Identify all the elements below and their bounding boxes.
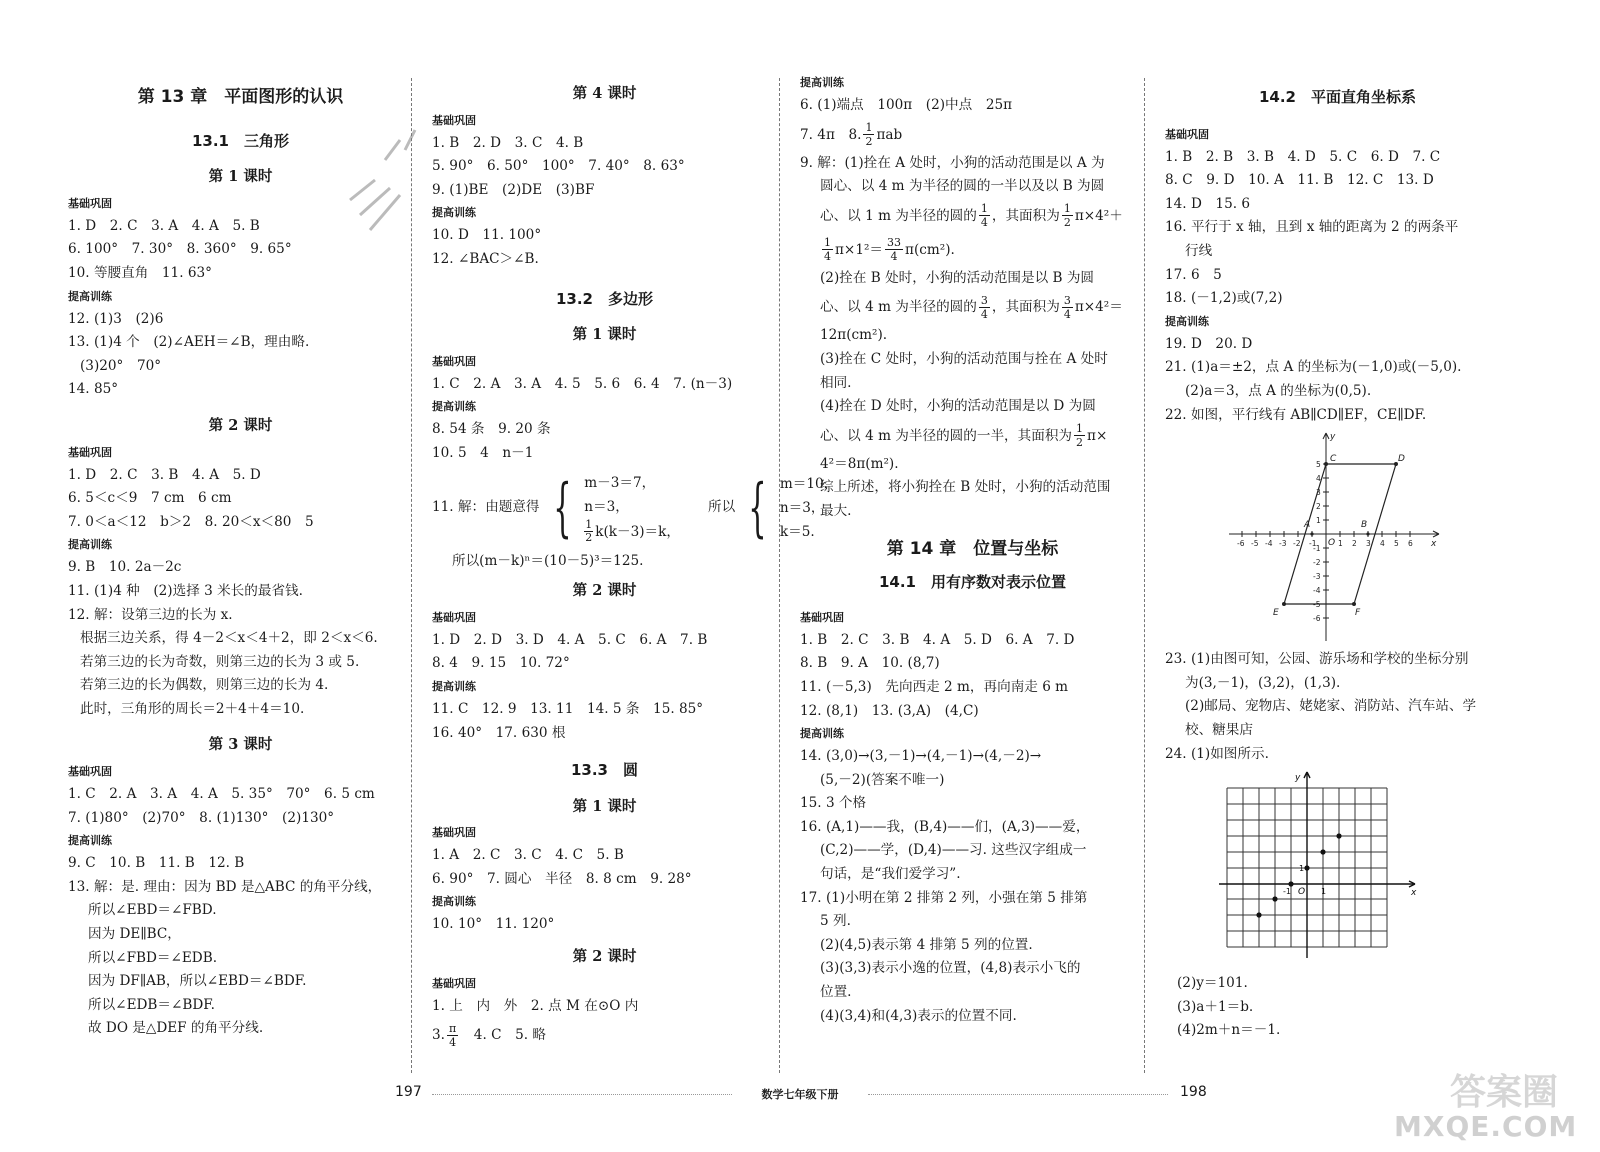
tick-label: -5: [1313, 600, 1321, 610]
answer-line: 校、糖果店: [1185, 721, 1253, 738]
fraction-denominator: 4: [980, 216, 988, 230]
lesson-title: 第 2 课时: [208, 416, 273, 434]
tick-label: 4: [1316, 474, 1321, 484]
answer-line: 1. A 2. C 3. C 4. C 5. B: [432, 847, 624, 864]
origin-label: O: [1298, 887, 1306, 898]
answer-line: 24. (1)如图所示.: [1165, 745, 1269, 762]
answer-line: 1. D 2. D 3. D 4. A 5. C 6. A 7. B: [432, 631, 708, 648]
answer-line: 圆心、以 4 m 为半径的圆的一半以及以 B 为圆: [820, 178, 1105, 195]
answer-line: 所以∠FBD＝∠EDB.: [88, 949, 218, 966]
answer-line: 1. B 2. B 3. B 4. D 5. C 6. D 7. C: [1165, 148, 1441, 165]
page-number-left: 197: [395, 1084, 422, 1100]
chapter-title: 第 14 章 位置与坐标: [886, 538, 1059, 559]
section-title: 13.2 多边形: [555, 289, 653, 308]
answer-line: 10. 10° 11. 120°: [432, 916, 555, 933]
equation: m＝10，: [779, 475, 838, 492]
footer-rule: [432, 1094, 732, 1095]
watermark-url: MXQE.COM: [1394, 1110, 1578, 1143]
coordinate-graph-parallelogram: [1225, 429, 1445, 644]
answer-text: πab: [876, 126, 903, 143]
answer-line: 8. 4 9. 15 10. 72°: [432, 655, 570, 672]
footer-title: 数学七年级下册: [761, 1088, 839, 1101]
answer-line: 9. B 10. 2a－2c: [68, 559, 182, 576]
fraction-numerator: 1: [585, 518, 593, 532]
point-label: E: [1273, 608, 1279, 619]
answer-line: 5 列.: [820, 913, 851, 930]
answer-line: 为(3,－1)，(3,2)，(1,3).: [1185, 674, 1341, 691]
tick-label: -2: [1313, 558, 1321, 568]
fraction-denominator: 2: [865, 135, 873, 149]
tick-label: 3: [1366, 539, 1371, 549]
fraction-denominator: 4: [890, 250, 898, 264]
answer-line: 11. (－5,3) 先向西走 2 m，再向南走 6 m: [800, 678, 1069, 695]
answer-text: 心、以 4 m 为半径的圆的: [820, 299, 977, 316]
answer-lead: 3.: [432, 1027, 445, 1044]
label-basic: 基础巩固: [432, 354, 476, 368]
label-basic: 基础巩固: [800, 610, 844, 624]
answer-line: 7. (1)80° (2)70° 8. (1)130° (2)130°: [68, 809, 335, 826]
label-advanced: 提高训练: [800, 727, 844, 741]
answer-text: 7. 4π 8.: [800, 126, 862, 143]
tick-label: 1: [1316, 516, 1321, 526]
answer-line: 4²＝8π(m²).: [820, 455, 899, 472]
answer-line: (3)20° 70°: [80, 357, 162, 374]
lesson-title: 第 1 课时: [572, 326, 637, 344]
label-advanced: 提高训练: [1165, 314, 1209, 328]
answer-line: 9. (1)BE (2)DE (3)BF: [432, 181, 595, 198]
answer-line: 因为 DE∥BC，: [88, 926, 181, 943]
answer-line: 21. (1)a＝±2，点 A 的坐标为(－1,0)或(－5,0).: [1165, 359, 1462, 376]
tick-label: 2: [1352, 539, 1357, 549]
page-number-right: 198: [1180, 1084, 1207, 1100]
label-advanced: 提高训练: [432, 400, 476, 414]
answer-line: 11. (1)4 种 (2)选择 3 米长的最省钱.: [68, 582, 303, 599]
fraction-denominator: 4: [449, 1035, 457, 1049]
answer-line: 15. 3 个格: [800, 795, 867, 812]
answer-line: 9. C 10. B 11. B 12. B: [68, 855, 245, 872]
answer-line: 19. D 20. D: [1165, 335, 1253, 352]
answer-line: 因为 DF∥AB，所以∠EBD＝∠BDF.: [88, 973, 307, 990]
answer-text: π×4²＝: [1074, 299, 1123, 316]
axis-label-x: x: [1411, 888, 1417, 899]
axis-label-y: y: [1295, 773, 1301, 784]
answer-line: 10. 等腰直角 11. 63°: [68, 264, 212, 281]
answer-line: 句话，是“我们爱学习”.: [820, 866, 961, 883]
fraction-numerator: 1: [1063, 202, 1071, 216]
label-advanced: 提高训练: [68, 289, 112, 303]
equation: n＝3，: [584, 499, 629, 516]
lesson-title: 第 1 课时: [208, 168, 273, 186]
equation: n＝3，: [779, 499, 825, 516]
answer-text: 4. C 5. 略: [460, 1027, 546, 1044]
answer-text: π×1²＝: [835, 241, 884, 258]
answer-line: (3)a＋1＝b.: [1177, 998, 1254, 1015]
fraction-denominator: 4: [1063, 307, 1071, 321]
section-title: 13.1 三角形: [191, 131, 289, 150]
answer-line: (2)y＝101.: [1177, 975, 1248, 992]
answer-line: 13. (1)4 个 (2)∠AEH＝∠B，理由略.: [68, 334, 310, 351]
answer-line: 行线: [1185, 242, 1213, 259]
footer-rule: [868, 1094, 1168, 1095]
tick-label: -4: [1313, 586, 1321, 596]
fraction-numerator: 1: [980, 202, 988, 216]
point-label: A: [1304, 520, 1311, 531]
answer-line: 13. 解：是. 理由：因为 BD 是△ABC 的角平分线，: [68, 878, 382, 895]
fraction-numerator: 1: [1076, 422, 1084, 436]
watermark-text: 答案圈: [1450, 1072, 1559, 1113]
label-basic: 基础巩固: [68, 445, 112, 459]
answer-line: 11. C 12. 9 13. 11 14. 5 条 15. 85°: [432, 700, 704, 717]
answer-line: 16. (A,1)——我，(B,4)——们，(A,3)——爱，: [800, 818, 1090, 835]
answer-text: π(cm²).: [905, 241, 955, 258]
tick-label: 1: [1321, 887, 1327, 897]
fraction-numerator: 3: [1063, 293, 1071, 307]
brace: {: [748, 470, 767, 545]
tick-label: -2: [1293, 539, 1301, 549]
answer-line: 10. D 11. 100°: [432, 227, 542, 244]
chapter-title: 第 13 章 平面图形的认识: [137, 87, 344, 107]
point-label: C: [1330, 454, 1337, 465]
origin-label: O: [1328, 538, 1336, 549]
answer-line: 12π(cm²).: [820, 327, 888, 344]
section-title: 14.1 用有序数对表示位置: [878, 573, 1066, 592]
fraction-numerator: π: [448, 1021, 457, 1035]
answer-line: 18. (－1,2)或(7,2): [1165, 290, 1283, 307]
answer-line: 9. 解：(1)拴在 A 处时，小狗的活动范围是以 A 为: [800, 154, 1105, 171]
fraction-numerator: 3: [980, 293, 988, 307]
lesson-title: 第 1 课时: [572, 797, 637, 815]
answer-line: 根据三边关系，得 4－2＜x＜4＋2，即 2＜x＜6.: [80, 630, 378, 647]
answer-line: (3)(3,3)表示小逸的位置，(4,8)表示小飞的: [820, 960, 1081, 977]
answer-line: 14. 85°: [68, 381, 119, 398]
answer-line: 8. B 9. A 10. (8,7): [800, 655, 940, 672]
fraction-numerator: 33: [887, 236, 902, 250]
answer-text: 所以: [707, 498, 736, 515]
label-basic: 基础巩固: [432, 976, 476, 990]
answer-line: 10. 5 4 n－1: [432, 444, 534, 461]
answer-line: 16. 40° 17. 630 根: [432, 724, 566, 741]
tick-label: -5: [1251, 539, 1259, 549]
answer-line: (5,－2)(答案不唯一): [820, 771, 945, 788]
label-basic: 基础巩固: [432, 610, 476, 624]
answer-lead: 11. 解：由题意得: [432, 498, 540, 515]
lesson-title: 第 2 课时: [572, 582, 637, 600]
answer-line: (4)2m＋n＝－1.: [1177, 1022, 1281, 1039]
tick-label: -3: [1279, 539, 1287, 549]
tick-label: -1: [1309, 539, 1317, 549]
point-label: B: [1361, 520, 1368, 531]
answer-line: 相同.: [820, 374, 852, 391]
column-4: [1165, 72, 1510, 1043]
fraction-numerator: 1: [865, 121, 873, 135]
tick-label: -1: [1313, 544, 1321, 554]
label-advanced: 提高训练: [68, 834, 112, 848]
label-basic: 基础巩固: [1165, 127, 1209, 141]
answer-line: 23. (1)由图可知，公园、游乐场和学校的坐标分别: [1165, 651, 1469, 668]
lesson-title: 第 4 课时: [572, 85, 637, 102]
answer-line: 12. ∠BAC＞∠B.: [432, 250, 539, 267]
fraction-denominator: 4: [980, 307, 988, 321]
answer-line: 17. (1)小明在第 2 排第 2 列，小强在第 5 排第: [800, 889, 1088, 906]
answer-line: 14. (3,0)→(3,－1)→(4,－1)→(4,－2)→: [800, 748, 1042, 765]
tick-label: 3: [1316, 488, 1321, 498]
tick-label: -6: [1237, 539, 1245, 549]
answer-line: (C,2)——学，(D,4)——习. 这些汉字组成一: [820, 842, 1087, 859]
answer-line: 17. 6 5: [1165, 266, 1222, 283]
answer-text: π×: [1087, 427, 1108, 444]
answer-line: 位置.: [820, 984, 852, 1001]
section-title: 13.3 圆: [570, 761, 638, 780]
axis-label-y: y: [1330, 432, 1336, 443]
equation: m－3＝7，: [584, 475, 656, 492]
tick-label: 6: [1408, 539, 1413, 549]
fraction-denominator: 2: [1076, 436, 1084, 450]
answer-text: π×4²＋: [1074, 207, 1123, 224]
column-1: [68, 72, 413, 1041]
label-basic: 基础巩固: [432, 113, 476, 127]
answer-line: 6. (1)端点 100π (2)中点 25π: [800, 97, 1013, 113]
tick-label: 5: [1316, 460, 1321, 470]
answer-line: 12. 解：设第三边的长为 x.: [68, 606, 233, 623]
answer-line: 此时，三角形的周长＝2＋4＋4＝10.: [80, 700, 305, 717]
label-advanced: 提高训练: [68, 538, 112, 552]
point-label: F: [1355, 608, 1361, 619]
label-basic: 基础巩固: [68, 196, 112, 210]
tick-label: -6: [1313, 614, 1321, 624]
equation: k＝5.: [779, 523, 815, 540]
axis-label-x: x: [1431, 539, 1437, 550]
answer-line: 8. 54 条 9. 20 条: [432, 421, 551, 438]
answer-line: 16. 平行于 x 轴，且到 x 轴的距离为 2 的两条平: [1165, 219, 1459, 236]
answer-line: 1. B 2. D 3. C 4. B: [432, 134, 584, 151]
label-advanced: 提高训练: [432, 895, 476, 909]
answer-line: 故 DO 是△DEF 的角平分线.: [88, 1020, 264, 1037]
answer-line: (2)邮局、宠物店、姥姥家、消防站、汽车站、学: [1185, 698, 1477, 715]
answer-line: 综上所述，将小狗拴在 B 处时，小狗的活动范围: [820, 479, 1111, 496]
tick-label: 4: [1380, 539, 1385, 549]
section-title: 14.2 平面直角坐标系: [1258, 88, 1416, 106]
answer-line: 12. (8,1) 13. (3,A) (4,C): [800, 702, 979, 719]
fraction-denominator: 2: [1063, 216, 1071, 230]
fraction-denominator: 2: [585, 531, 593, 545]
answer-line: 6. 100° 7. 30° 8. 360° 9. 65°: [68, 241, 292, 258]
answer-line: (4)(3,4)和(4,3)表示的位置不同.: [820, 1007, 1017, 1024]
answer-line: 1. C 2. A 3. A 4. 5 5. 6 6. 4 7. (n－3): [432, 375, 733, 392]
lesson-title: 第 3 课时: [208, 736, 273, 754]
answer-text: ，其面积为: [991, 207, 1060, 224]
answer-line: (4)拴在 D 处时，小狗的活动范围是以 D 为圆: [820, 398, 1096, 415]
answer-line: 7. 0＜a＜12 b＞2 8. 20＜x＜80 5: [68, 513, 314, 530]
tick-label: -3: [1313, 572, 1321, 582]
answer-line: 12. (1)3 (2)6: [68, 310, 164, 327]
label-advanced: 提高训练: [432, 206, 476, 220]
coordinate-grid-points: [1215, 768, 1425, 968]
lesson-title: 第 2 课时: [572, 948, 637, 966]
answer-line: 1. D 2. C 3. B 4. A 5. D: [68, 466, 261, 483]
answer-line: 1. B 2. C 3. B 4. A 5. D 6. A 7. D: [800, 631, 1075, 648]
answer-line: 1. 上 内 外 2. 点 M 在⊙O 内: [432, 997, 639, 1014]
answer-line: (2)拴在 B 处时，小狗的活动范围是以 B 为圆: [820, 269, 1095, 286]
answer-line: (2)(4,5)表示第 4 排第 5 列的位置.: [820, 936, 1033, 953]
tick-label: -1: [1283, 887, 1291, 897]
answer-text: 心、以 4 m 为半径的圆的一半，其面积为: [820, 427, 1073, 444]
column-3: [800, 72, 1145, 1028]
watermark: [1390, 1058, 1590, 1148]
tick-label: -4: [1265, 539, 1273, 549]
label-basic: 基础巩固: [68, 765, 112, 779]
answer-line: (2)a＝3，点 A 的坐标为(0,5).: [1185, 382, 1372, 399]
answer-line: 6. 90° 7. 圆心 半径 8. 8 cm 9. 28°: [432, 870, 692, 887]
fraction-denominator: 4: [824, 250, 831, 264]
answer-line: 所以∠EBD＝∠FBD.: [88, 902, 217, 919]
answer-line: 14. D 15. 6: [1165, 195, 1251, 212]
point-label: D: [1398, 454, 1405, 465]
answer-line: 最大.: [820, 502, 852, 519]
tick-label: 1: [1338, 539, 1343, 549]
fraction-numerator: 1: [824, 236, 831, 250]
equation: k(k－3)＝k，: [595, 523, 680, 540]
answer-line: 1. C 2. A 3. A 4. A 5. 35° 70° 6. 5 cm: [68, 786, 375, 803]
tick-label: 5: [1394, 539, 1399, 549]
answer-line: 若第三边的长为奇数，则第三边的长为 3 或 5.: [80, 653, 360, 670]
brace: {: [552, 470, 572, 545]
answer-line: 8. C 9. D 10. A 11. B 12. C 13. D: [1165, 172, 1434, 189]
answer-line: 5. 90° 6. 50° 100° 7. 40° 8. 63°: [432, 158, 685, 175]
answer-line: 所以(m－k)ⁿ＝(10－5)³＝125.: [452, 552, 644, 569]
answer-line: 1. D 2. C 3. A 4. A 5. B: [68, 217, 260, 234]
answer-line: 6. 5＜c＜9 7 cm 6 cm: [68, 490, 232, 507]
tick-label: 2: [1316, 502, 1321, 512]
answer-line: 22. 如图，平行线有 AB∥CD∥EF，CE∥DF.: [1165, 406, 1427, 423]
label-basic: 基础巩固: [432, 826, 476, 840]
answer-line: 若第三边的长为偶数，则第三边的长为 4.: [80, 677, 329, 694]
answer-line: 所以∠EDB＝∠BDF.: [88, 996, 215, 1013]
label-advanced: 提高训练: [432, 679, 476, 693]
answer-text: 心、以 1 m 为半径的圆的: [820, 207, 977, 224]
column-divider: [779, 78, 780, 1073]
label-advanced: 提高训练: [800, 76, 844, 89]
tick-label: 1: [1299, 864, 1305, 874]
answer-text: ，其面积为: [991, 299, 1060, 316]
answer-line: (3)拴在 C 处时，小狗的活动范围与拴在 A 处时: [820, 350, 1108, 367]
page-footer: [0, 1080, 1600, 1110]
